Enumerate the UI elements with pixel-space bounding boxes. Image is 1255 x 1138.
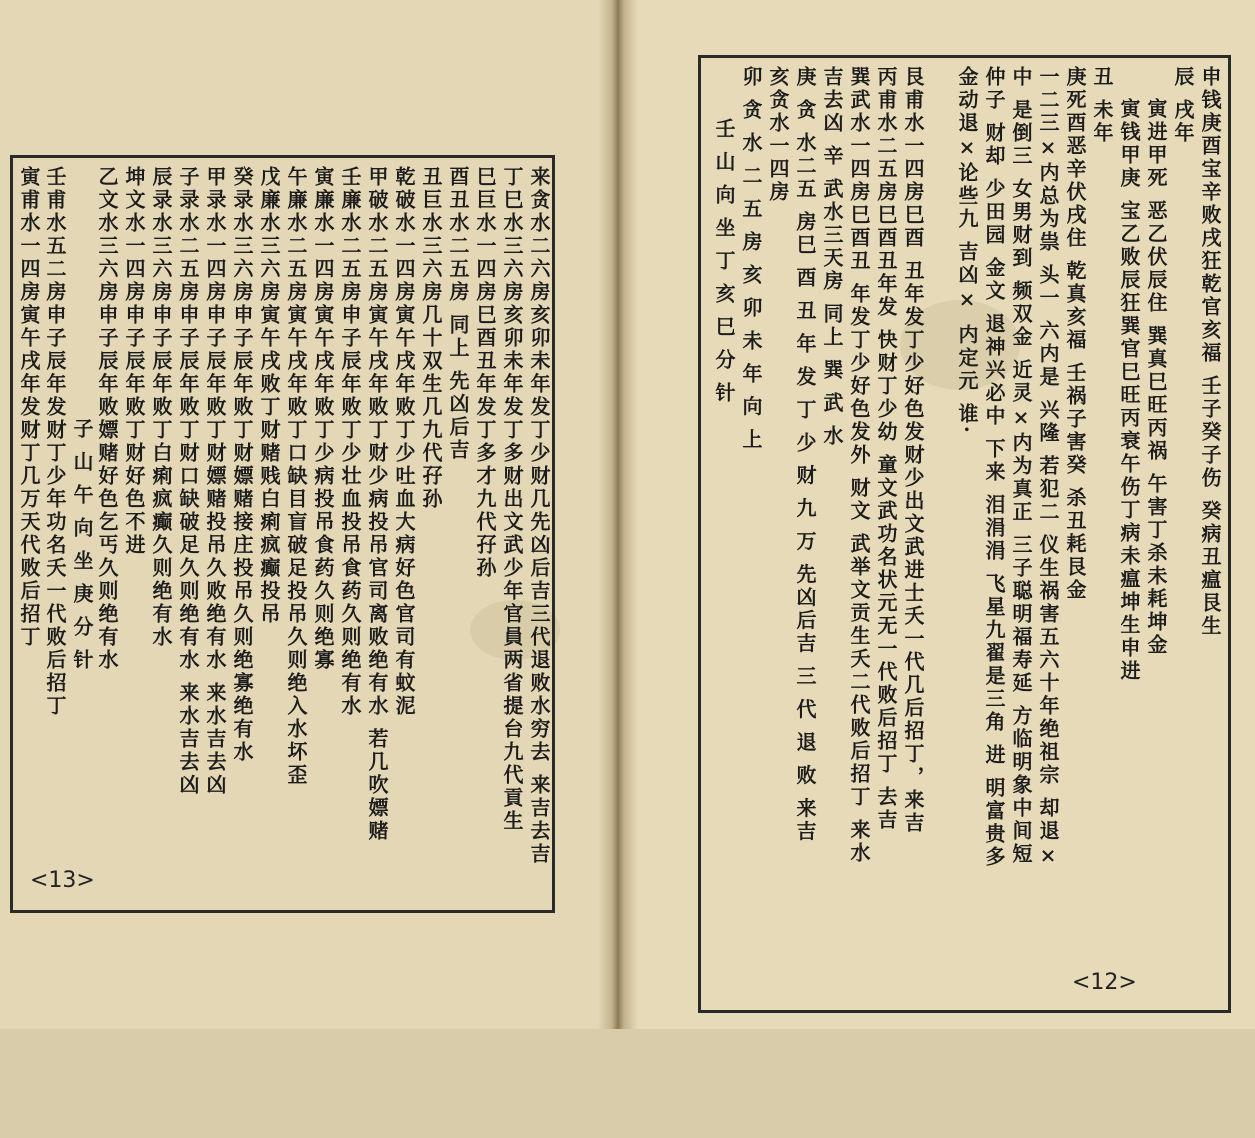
text-column: 寅钱甲庚 宝乙败辰狂巽官巳旺丙衰午伤丁病未瘟坤生申进 bbox=[1117, 98, 1141, 683]
text-column: 壬廉水二五房申子辰年败丁少壮血投吊食药久则绝有水 bbox=[338, 166, 362, 718]
text-column: 仲子 财却 少田园 金文 退神兴必中 下来 泪涓涓 飞星九翟是三角 进 明富贵多 bbox=[982, 66, 1006, 869]
text-column: 午廉水二五房寅午戌年败丁口缺目盲破足投吊久则绝入水坏歪 bbox=[284, 166, 308, 787]
text-column: 乙文水三六房申子辰年败嫖赌好色乞丐久则绝有水 bbox=[95, 166, 119, 672]
text-column: 甲破水二五房寅午戌年败丁财少病投吊官司离败绝有水 若几吹嫖赌 bbox=[365, 166, 389, 843]
text-column: 卯 贪 水 二 五 房 亥 卯 未 年 向 上 bbox=[739, 66, 763, 452]
text-column: 来贪水二六房亥卯未年发丁少财几先凶后吉三代退败水穷去 来吉去吉 bbox=[527, 166, 551, 866]
text-column: 乾破水一四房寅午戌年败丁少吐血大病好色官司有蚊泥 bbox=[392, 166, 416, 718]
text-column: 辰 戌年 bbox=[1171, 66, 1195, 145]
text-column: 艮甫水一四房巳酉 丑年发丁少好色发财少出文武进士夭一代几后招丁，来吉 bbox=[901, 66, 925, 835]
text-column: 金动退×论些九 吉凶× 内定元 谁· bbox=[955, 66, 979, 436]
page-number-right: <12> bbox=[1072, 970, 1137, 995]
text-column: 丁巳水三六房亥卯未年发丁多财出文武少年官員两省提台九代貢生 bbox=[500, 166, 524, 833]
text-column: 戊廉水三六房寅午戌败丁财赌贱白痢疯癫投吊 bbox=[257, 166, 281, 626]
text-column: 一二三×内总为祟 头一 六内是 兴隆 若犯二 仪生祸害五六十年绝祖宗 却退× bbox=[1036, 66, 1060, 870]
book-gutter bbox=[598, 0, 638, 1029]
text-column: 丙甫水二五房巳酉丑年发 快财丁少幼 童文武功名状元无一代败后招丁 去吉 bbox=[874, 66, 898, 832]
text-column: 庚 贪 水二五 房巳 酉 丑 年 发 丁 少 财 九 万 先凶后吉 三 代 退 败 来吉 bbox=[793, 66, 817, 844]
left-page-text-frame bbox=[10, 155, 555, 913]
text-column: 寅进甲死 恶乙伏辰住 巽真巳旺丙祸 午害丁杀未耗坤金 bbox=[1144, 98, 1168, 657]
text-column: 辰录水三六房申子辰年败丁白痢疯癫久则绝有水 bbox=[149, 166, 173, 649]
text-column: 丑巨水三六房几十双生几九代孖孙 bbox=[419, 166, 443, 511]
text-column: 酉丑水二五房 同上 先凶后吉 bbox=[446, 166, 470, 462]
page-number-left: <13> bbox=[30, 868, 95, 893]
text-column: 壬 山 向 坐 丁 亥 巳 分 针 bbox=[712, 118, 736, 405]
text-column: 吉去凶 辛 武水三天房 同上 巽 武 水 bbox=[820, 66, 844, 448]
text-column: 丑 未年 bbox=[1090, 66, 1114, 145]
text-column: 甲录水一四房申子辰年败丁财嫖赌投吊久败绝有水 来水吉去凶 bbox=[203, 166, 227, 797]
text-column: 亥贪水一四房 bbox=[766, 66, 790, 204]
text-column: 子 山 午 向 坐 庚 分 针 bbox=[70, 418, 94, 672]
text-column: 庚死酉恶辛伏戌住 乾真亥福 壬祸子害癸 杀丑耗艮金 bbox=[1063, 66, 1087, 602]
text-column: 癸录水三六房申子辰年败丁财嫖赌接庄投吊久则绝寡绝有水 bbox=[230, 166, 254, 764]
text-column: 巽武水一四房巳酉丑 年发丁少好色发外 财文 武举文贡生夭二代败后招丁 来水 bbox=[847, 66, 871, 865]
text-column: 申钱庚酉宝辛败戌狂乾官亥福 壬子癸子伤 癸病丑瘟艮生 bbox=[1198, 66, 1222, 638]
text-column: 壬甫水五二房申子辰年发财丁少年功名夭一代败后招丁 bbox=[43, 166, 67, 718]
text-column: 寅甫水一四房寅午戌年发财丁几万天代败后招丁 bbox=[17, 166, 41, 649]
text-column: 子录水二五房申子辰年败丁财口缺破足久则绝有水 来水吉去凶 bbox=[176, 166, 200, 797]
right-page-text-frame bbox=[698, 55, 1231, 1013]
text-column: 巳巨水一四房巳酉丑年发丁多才九代孖孙 bbox=[473, 166, 497, 580]
text-column: 坤文水一四房申子辰年败丁财好色不进 bbox=[122, 166, 146, 557]
text-column: 寅廉水一四房寅午戌年败丁少病投吊食药久则绝寡 bbox=[311, 166, 335, 672]
text-column: 中 是倒三 女男财到 频双金 近灵×内为真正 三子聪明福寿延 方临明象中间短 bbox=[1009, 66, 1033, 866]
